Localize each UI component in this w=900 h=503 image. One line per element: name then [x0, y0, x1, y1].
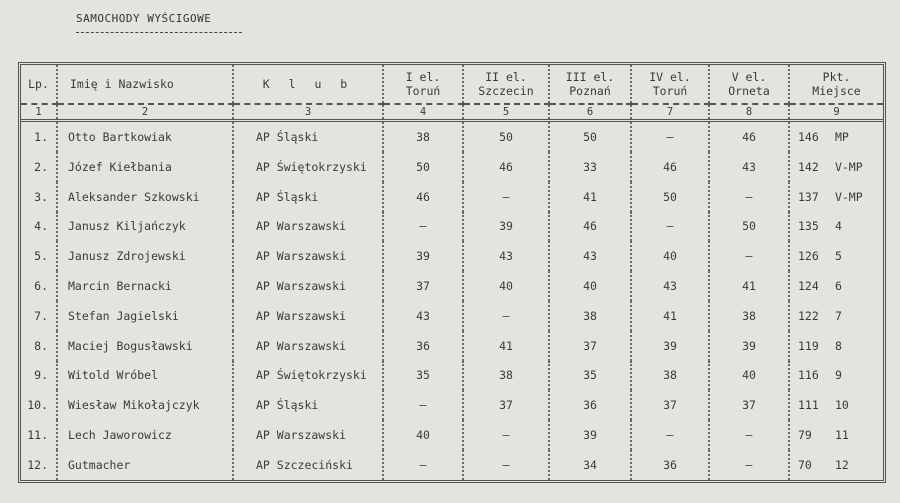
- final-place: MP: [834, 129, 849, 144]
- stage-4-score: 40: [631, 241, 709, 271]
- stage-1-score: –: [383, 212, 463, 242]
- total-points: 142: [798, 159, 819, 174]
- stage-1-score: 46: [383, 182, 463, 212]
- club-name: AP Warszawski: [233, 420, 383, 450]
- points-place-cell: [789, 152, 883, 182]
- stage-2-score: 38: [463, 361, 549, 391]
- column-number: 8: [709, 104, 789, 121]
- points-place-cell: [789, 331, 883, 361]
- row-number: 9.: [34, 368, 48, 383]
- row-number: 2.: [34, 159, 48, 174]
- points-place-cell: [789, 182, 883, 212]
- stage-2-score: –: [463, 450, 549, 480]
- table-row: [21, 212, 883, 242]
- final-place: 8: [834, 338, 842, 353]
- stage-1-score: 36: [383, 331, 463, 361]
- stage-4-score: –: [631, 121, 709, 152]
- total-points: 79: [798, 428, 812, 443]
- driver-name: Maciej Bogusławski: [57, 331, 233, 361]
- row-number: 11.: [27, 428, 48, 443]
- final-place: 6: [834, 279, 842, 294]
- header-points: Pkt. Miejsce: [789, 65, 883, 104]
- driver-name: Otto Bartkowiak: [57, 121, 233, 152]
- points-place-cell: [789, 271, 883, 301]
- stage-2-score: 46: [463, 152, 549, 182]
- stage-2-score: –: [463, 301, 549, 331]
- header-stage-5: V el. Orneta: [709, 65, 789, 104]
- final-place: 7: [834, 308, 842, 323]
- stage-5-score: 39: [709, 331, 789, 361]
- table-row: [21, 182, 883, 212]
- stage-3-score: 36: [549, 390, 631, 420]
- stage-3-score: 40: [549, 271, 631, 301]
- column-number: 6: [549, 104, 631, 121]
- table-row: [21, 152, 883, 182]
- stage-4-score: 46: [631, 152, 709, 182]
- stage-5-score: 38: [709, 301, 789, 331]
- total-points: 70: [798, 458, 812, 472]
- final-place: 12: [834, 458, 849, 472]
- club-name: AP Warszawski: [233, 331, 383, 361]
- club-name: AP Śląski: [233, 121, 383, 152]
- row-number: 6.: [34, 279, 48, 294]
- table-row: [21, 331, 883, 361]
- final-place: V-MP: [834, 189, 863, 204]
- row-number: 12.: [27, 458, 48, 472]
- stage-5-score: 37: [709, 390, 789, 420]
- driver-name: Witold Wróbel: [57, 361, 233, 391]
- column-number: 3: [233, 104, 383, 121]
- points-place-cell: [789, 121, 883, 152]
- club-name: AP Warszawski: [233, 212, 383, 242]
- stage-3-score: 35: [549, 361, 631, 391]
- table-row: [21, 271, 883, 301]
- total-points: 135: [798, 219, 819, 234]
- column-number-row: [21, 104, 883, 121]
- final-place: 9: [834, 368, 842, 383]
- stage-2-score: –: [463, 420, 549, 450]
- header-stage-1: I el. Toruń: [383, 65, 463, 104]
- stage-1-score: 35: [383, 361, 463, 391]
- stage-2-score: –: [463, 182, 549, 212]
- results-body: [21, 121, 883, 481]
- title-underline: [76, 32, 242, 33]
- row-number: 8.: [34, 338, 48, 353]
- stage-5-score: –: [709, 420, 789, 450]
- column-number: 1: [21, 104, 57, 121]
- row-number: 4.: [34, 219, 48, 234]
- results-table-frame: [18, 62, 886, 483]
- driver-name: Janusz Zdrojewski: [57, 241, 233, 271]
- column-number: 9: [789, 104, 883, 121]
- header-klub: K l u b: [233, 65, 383, 104]
- points-place-cell: [789, 301, 883, 331]
- stage-5-score: –: [709, 241, 789, 271]
- points-place-cell: [789, 450, 883, 480]
- stage-5-score: –: [709, 182, 789, 212]
- club-name: AP Świętokrzyski: [233, 361, 383, 391]
- table-row: [21, 420, 883, 450]
- table-row: [21, 301, 883, 331]
- points-place-cell: [789, 212, 883, 242]
- driver-name: Gutmacher: [57, 450, 233, 480]
- stage-2-score: 50: [463, 121, 549, 152]
- stage-4-score: 37: [631, 390, 709, 420]
- total-points: 124: [798, 279, 819, 294]
- stage-3-score: 46: [549, 212, 631, 242]
- total-points: 146: [798, 129, 819, 144]
- table-row: [21, 121, 883, 152]
- total-points: 119: [798, 338, 819, 353]
- stage-4-score: 50: [631, 182, 709, 212]
- row-number: 7.: [34, 308, 48, 323]
- stage-3-score: 34: [549, 450, 631, 480]
- driver-name: Wiesław Mikołajczyk: [57, 390, 233, 420]
- total-points: 126: [798, 249, 819, 264]
- stage-3-score: 41: [549, 182, 631, 212]
- stage-3-score: 39: [549, 420, 631, 450]
- points-place-cell: [789, 420, 883, 450]
- stage-2-score: 41: [463, 331, 549, 361]
- row-number: 1.: [34, 129, 48, 144]
- column-number: 7: [631, 104, 709, 121]
- stage-4-score: 36: [631, 450, 709, 480]
- header-lp: Lp.: [21, 65, 57, 104]
- final-place: 5: [834, 249, 842, 264]
- stage-5-score: 41: [709, 271, 789, 301]
- stage-3-score: 33: [549, 152, 631, 182]
- row-number: 3.: [34, 189, 48, 204]
- stage-2-score: 43: [463, 241, 549, 271]
- driver-name: Józef Kiełbania: [57, 152, 233, 182]
- stage-5-score: 40: [709, 361, 789, 391]
- stage-4-score: 38: [631, 361, 709, 391]
- row-number: 5.: [34, 249, 48, 264]
- points-place-cell: [789, 241, 883, 271]
- stage-2-score: 40: [463, 271, 549, 301]
- stage-4-score: 41: [631, 301, 709, 331]
- stage-1-score: 43: [383, 301, 463, 331]
- results-table: [21, 65, 883, 480]
- column-number: 2: [57, 104, 233, 121]
- final-place: 11: [834, 428, 849, 443]
- stage-1-score: 50: [383, 152, 463, 182]
- stage-5-score: 46: [709, 121, 789, 152]
- stage-4-score: 39: [631, 331, 709, 361]
- stage-1-score: –: [383, 450, 463, 480]
- stage-5-score: 50: [709, 212, 789, 242]
- document-title: SAMOCHODY WYŚCIGOWE: [76, 12, 212, 25]
- table-row: [21, 241, 883, 271]
- table-row: [21, 390, 883, 420]
- stage-3-score: 37: [549, 331, 631, 361]
- total-points: 116: [798, 368, 819, 383]
- final-place: V-MP: [834, 159, 863, 174]
- driver-name: Janusz Kiljańczyk: [57, 212, 233, 242]
- header-stage-3: III el. Poznań: [549, 65, 631, 104]
- club-name: AP Warszawski: [233, 241, 383, 271]
- final-place: 10: [834, 398, 849, 413]
- points-place-cell: [789, 361, 883, 391]
- points-place-cell: [789, 390, 883, 420]
- header-row: [21, 65, 883, 104]
- club-name: AP Warszawski: [233, 301, 383, 331]
- stage-2-score: 39: [463, 212, 549, 242]
- stage-3-score: 38: [549, 301, 631, 331]
- stage-4-score: –: [631, 212, 709, 242]
- table-row: [21, 450, 883, 480]
- club-name: AP Szczeciński: [233, 450, 383, 480]
- driver-name: Lech Jaworowicz: [57, 420, 233, 450]
- header-stage-4: IV el. Toruń: [631, 65, 709, 104]
- stage-4-score: 43: [631, 271, 709, 301]
- stage-1-score: 40: [383, 420, 463, 450]
- stage-1-score: 37: [383, 271, 463, 301]
- stage-3-score: 50: [549, 121, 631, 152]
- column-number: 4: [383, 104, 463, 121]
- total-points: 137: [798, 189, 819, 204]
- club-name: AP Świętokrzyski: [233, 152, 383, 182]
- stage-5-score: –: [709, 450, 789, 480]
- driver-name: Marcin Bernacki: [57, 271, 233, 301]
- header-name: Imię i Nazwisko: [57, 65, 233, 104]
- stage-1-score: –: [383, 390, 463, 420]
- driver-name: Aleksander Szkowski: [57, 182, 233, 212]
- stage-1-score: 39: [383, 241, 463, 271]
- stage-4-score: –: [631, 420, 709, 450]
- stage-2-score: 37: [463, 390, 549, 420]
- final-place: 4: [834, 219, 842, 234]
- column-number: 5: [463, 104, 549, 121]
- table-row: [21, 361, 883, 391]
- row-number: 10.: [27, 398, 48, 413]
- club-name: AP Warszawski: [233, 271, 383, 301]
- driver-name: Stefan Jagielski: [57, 301, 233, 331]
- total-points: 122: [798, 308, 819, 323]
- club-name: AP Śląski: [233, 390, 383, 420]
- stage-1-score: 38: [383, 121, 463, 152]
- stage-3-score: 43: [549, 241, 631, 271]
- total-points: 111: [798, 398, 819, 413]
- header-stage-2: II el. Szczecin: [463, 65, 549, 104]
- club-name: AP Śląski: [233, 182, 383, 212]
- stage-5-score: 43: [709, 152, 789, 182]
